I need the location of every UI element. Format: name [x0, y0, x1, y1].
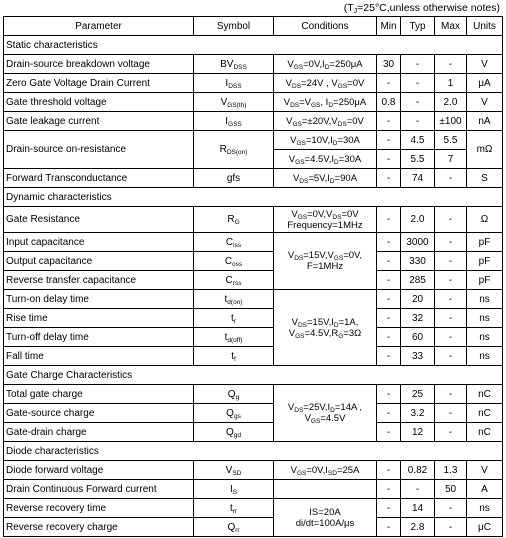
symbol-cell: $t_r$: [194, 309, 274, 328]
max-cell: -: [435, 252, 467, 271]
section-row: [4, 188, 503, 207]
symbol-cell: $Q_g$: [194, 385, 274, 404]
section-title: Diode characteristics: [4, 442, 503, 461]
max-cell: -: [435, 328, 467, 347]
parameter-cell: Input capacitance: [4, 233, 194, 252]
max-cell: 2.0: [435, 93, 467, 112]
parameter-cell: Gate-source charge: [4, 404, 194, 423]
col-parameter: Parameter: [4, 17, 194, 36]
symbol-cell: $R_G$: [194, 207, 274, 233]
symbol-cell: $C_{oss}$: [194, 252, 274, 271]
unit-cell: ns: [467, 499, 503, 518]
table-row: [4, 518, 503, 537]
symbol-cell: $C_{rss}$: [194, 271, 274, 290]
unit-cell: ns: [467, 290, 503, 309]
parameter-cell: Drain-source breakdown voltage: [4, 55, 194, 74]
symbol-cell: $t_f$: [194, 347, 274, 366]
max-cell: 50: [435, 480, 467, 499]
table-row: [4, 290, 503, 309]
symbol-cell: gfs: [194, 169, 274, 188]
min-cell: -: [377, 423, 401, 442]
parameter-cell: Total gate charge: [4, 385, 194, 404]
max-cell: -: [435, 290, 467, 309]
min-cell: -: [377, 328, 401, 347]
symbol-cell: $t_{d(off)}$: [194, 328, 274, 347]
conditions-cell: $V_{DS}=5V,I_D=90A$: [274, 169, 377, 188]
unit-cell: μA: [467, 74, 503, 93]
conditions-cell: IS=20A di/dt=100A/μs: [274, 499, 377, 537]
typ-cell: 14: [401, 499, 435, 518]
conditions-cell: $V_{DS}=V_{GS}$, $I_D=250\mu A$: [274, 93, 377, 112]
unit-cell: ns: [467, 347, 503, 366]
symbol-cell: $I_{GSS}$: [194, 112, 274, 131]
min-cell: -: [377, 252, 401, 271]
electrical-characteristics-table: [3, 16, 503, 537]
symbol-cell: $t_{rr}$: [194, 499, 274, 518]
min-cell: -: [377, 74, 401, 93]
parameter-cell: Forward Transconductance: [4, 169, 194, 188]
parameter-cell: Output capacitance: [4, 252, 194, 271]
symbol-cell: $Q_{rr}$: [194, 518, 274, 537]
table-row: [4, 233, 503, 252]
table-row: [4, 55, 503, 74]
table-row: [4, 131, 503, 150]
symbol-cell: $V_{GS(th)}$: [194, 93, 274, 112]
min-cell: -: [377, 233, 401, 252]
min-cell: -: [377, 112, 401, 131]
table-row: [4, 328, 503, 347]
table-row: [4, 112, 503, 131]
conditions-cell: $V_{GS}=0V,I_D=250\mu A$: [274, 55, 377, 74]
parameter-cell: Fall time: [4, 347, 194, 366]
conditions-cell: $V_{DS}=15V,V_{GS}=0V$, F=1MHz: [274, 233, 377, 290]
max-cell: -: [435, 423, 467, 442]
min-cell: -: [377, 499, 401, 518]
max-cell: -: [435, 233, 467, 252]
conditions-cell: $V_{DS}=15V,I_D=1A$, $V_{GS}=4.5V,R_G=3\Omega$: [274, 290, 377, 366]
table-row: [4, 404, 503, 423]
unit-cell: nC: [467, 423, 503, 442]
max-cell: -: [435, 169, 467, 188]
min-cell: -: [377, 518, 401, 537]
conditions-cell: $V_{GS}=\pm 20V,V_{DS}=0V$: [274, 112, 377, 131]
min-cell: 30: [377, 55, 401, 74]
max-cell: 1.3: [435, 461, 467, 480]
typ-cell: -: [401, 112, 435, 131]
symbol-cell: $Q_{gd}$: [194, 423, 274, 442]
parameter-cell: Turn-on delay time: [4, 290, 194, 309]
table-row: [4, 480, 503, 499]
max-cell: 7: [435, 150, 467, 169]
typ-cell: 2.8: [401, 518, 435, 537]
min-cell: -: [377, 385, 401, 404]
min-cell: -: [377, 404, 401, 423]
min-cell: -: [377, 169, 401, 188]
typ-cell: 330: [401, 252, 435, 271]
symbol-cell: $I_S$: [194, 480, 274, 499]
section-title: Gate Charge Characteristics: [4, 366, 503, 385]
parameter-cell: Gate threshold voltage: [4, 93, 194, 112]
symbol-cell: $V_{SD}$: [194, 461, 274, 480]
max-cell: 1: [435, 74, 467, 93]
table-row: [4, 74, 503, 93]
typ-cell: 0.82: [401, 461, 435, 480]
typ-cell: 3000: [401, 233, 435, 252]
max-cell: -: [435, 55, 467, 74]
max-cell: -: [435, 385, 467, 404]
typ-cell: 25: [401, 385, 435, 404]
typ-cell: -: [401, 74, 435, 93]
min-cell: -: [377, 309, 401, 328]
table-row: [4, 309, 503, 328]
max-cell: -: [435, 404, 467, 423]
symbol-cell: $C_{iss}$: [194, 233, 274, 252]
typ-cell: 12: [401, 423, 435, 442]
min-cell: -: [377, 131, 401, 150]
conditions-cell: $V_{GS}=4.5V,I_D=30A$: [274, 150, 377, 169]
min-cell: -: [377, 150, 401, 169]
parameter-cell: Rise time: [4, 309, 194, 328]
typ-cell: 285: [401, 271, 435, 290]
typ-cell: -: [401, 55, 435, 74]
table-row: [4, 252, 503, 271]
conditions-cell: $V_{GS}=10V,I_D=30A$: [274, 131, 377, 150]
typ-cell: 4.5: [401, 131, 435, 150]
col-symbol: Symbol: [194, 17, 274, 36]
unit-cell: μC: [467, 518, 503, 537]
table-row: [4, 385, 503, 404]
typ-cell: 60: [401, 328, 435, 347]
table-row: [4, 461, 503, 480]
unit-cell: A: [467, 480, 503, 499]
unit-cell: ns: [467, 309, 503, 328]
section-title: Dynamic characteristics: [4, 188, 503, 207]
typ-cell: 5.5: [401, 150, 435, 169]
unit-cell: nC: [467, 385, 503, 404]
col-min: Min: [377, 17, 401, 36]
table-row: [4, 499, 503, 518]
col-conditions: Conditions: [274, 17, 377, 36]
parameter-cell: Zero Gate Voltage Drain Current: [4, 74, 194, 93]
header-row: [4, 17, 503, 36]
parameter-cell: Turn-off delay time: [4, 328, 194, 347]
conditions-cell: $V_{DS}=25V,I_D=14A$ , $V_{GS}=4.5V$: [274, 385, 377, 442]
unit-cell: nC: [467, 404, 503, 423]
typ-cell: -: [401, 93, 435, 112]
max-cell: ±100: [435, 112, 467, 131]
min-cell: 0.8: [377, 93, 401, 112]
table-row: [4, 423, 503, 442]
conditions-cell: [274, 480, 377, 499]
max-cell: -: [435, 347, 467, 366]
section-row: [4, 442, 503, 461]
table-row: [4, 207, 503, 233]
symbol-cell: $t_{d(on)}$: [194, 290, 274, 309]
min-cell: -: [377, 347, 401, 366]
parameter-cell: Gate-drain charge: [4, 423, 194, 442]
typ-cell: 2.0: [401, 207, 435, 233]
table-row: [4, 169, 503, 188]
max-cell: -: [435, 309, 467, 328]
test-conditions-note: ($T_J=25^\circ C,unless$ otherwise notes): [343, 2, 500, 15]
unit-cell: V: [467, 93, 503, 112]
parameter-cell: Gate leakage current: [4, 112, 194, 131]
unit-cell: Ω: [467, 207, 503, 233]
max-cell: -: [435, 271, 467, 290]
parameter-cell: Reverse recovery time: [4, 499, 194, 518]
max-cell: -: [435, 499, 467, 518]
table-row: [4, 93, 503, 112]
unit-cell: S: [467, 169, 503, 188]
max-cell: -: [435, 207, 467, 233]
table-row: [4, 271, 503, 290]
typ-cell: 3.2: [401, 404, 435, 423]
min-cell: -: [377, 461, 401, 480]
symbol-cell: $Q_{gs}$: [194, 404, 274, 423]
typ-cell: 20: [401, 290, 435, 309]
symbol-cell: $BV_{DSS}$: [194, 55, 274, 74]
section-row: [4, 36, 503, 55]
unit-cell: ns: [467, 328, 503, 347]
conditions-cell: $V_{DS}=24V$ , $V_{GS}=0V$: [274, 74, 377, 93]
symbol-cell: $R_{DS(on)}$: [194, 131, 274, 169]
parameter-cell: Reverse transfer capacitance: [4, 271, 194, 290]
parameter-cell: Diode forward voltage: [4, 461, 194, 480]
unit-cell: nA: [467, 112, 503, 131]
table-row: [4, 347, 503, 366]
parameter-cell: Drain-source on-resistance: [4, 131, 194, 169]
min-cell: -: [377, 207, 401, 233]
max-cell: 5.5: [435, 131, 467, 150]
parameter-cell: Gate Resistance: [4, 207, 194, 233]
typ-cell: 32: [401, 309, 435, 328]
min-cell: -: [377, 480, 401, 499]
unit-cell: V: [467, 55, 503, 74]
col-typ: Typ: [401, 17, 435, 36]
symbol-cell: $I_{DSS}$: [194, 74, 274, 93]
typ-cell: 74: [401, 169, 435, 188]
min-cell: -: [377, 290, 401, 309]
min-cell: -: [377, 271, 401, 290]
typ-cell: -: [401, 480, 435, 499]
col-max: Max: [435, 17, 467, 36]
max-cell: -: [435, 518, 467, 537]
conditions-cell: $V_{GS}=0V,V_{DS}=0V$ Frequency=1MHz: [274, 207, 377, 233]
col-units: Units: [467, 17, 503, 36]
parameter-cell: Reverse recovery charge: [4, 518, 194, 537]
unit-cell: pF: [467, 271, 503, 290]
typ-cell: 33: [401, 347, 435, 366]
unit-cell: pF: [467, 233, 503, 252]
unit-cell: pF: [467, 252, 503, 271]
unit-cell: mΩ: [467, 131, 503, 169]
conditions-cell: $V_{GS}=0V,I_{SD}=25A$: [274, 461, 377, 480]
unit-cell: V: [467, 461, 503, 480]
parameter-cell: Drain Continuous Forward current: [4, 480, 194, 499]
section-title: Static characteristics: [4, 36, 503, 55]
section-row: [4, 366, 503, 385]
